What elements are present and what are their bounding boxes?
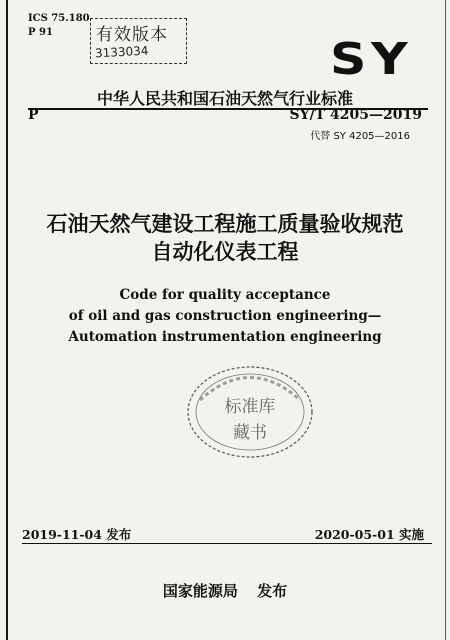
chinese-title-line1: 石油天然气建设工程施工质量验收规范 — [46, 212, 404, 236]
publisher: 国家能源局 发布 — [162, 582, 288, 600]
english-title-line1: Code for quality acceptance — [119, 287, 331, 303]
footer-rule — [22, 543, 432, 544]
ics-code: ICS 75.180 — [28, 13, 90, 24]
implementation-date: 2020-05-01 实施 — [314, 527, 424, 542]
sy-logo: SY — [330, 34, 413, 85]
issue-date: 2019-11-04 发布 — [22, 527, 132, 542]
library-seal-stamp — [180, 360, 320, 465]
seal-line1: 标准库 — [224, 397, 276, 417]
p-mark: P — [28, 107, 39, 123]
standard-number: SY/T 4205—2019 — [289, 107, 422, 123]
stamp-number: 3133034 — [94, 43, 149, 61]
stamp-title: 有效版本 — [96, 25, 168, 45]
chinese-title-line2: 自动化仪表工程 — [151, 240, 299, 264]
seal-line2: 藏书 — [233, 423, 267, 443]
industry-standard-title: 中华人民共和国石油天然气行业标准 — [96, 89, 353, 108]
p-code: P 91 — [28, 27, 53, 38]
english-title-line2: of oil and gas construction engineering— — [68, 308, 382, 324]
english-title-line3: Automation instrumentation engineering — [68, 329, 382, 345]
replaces-standard: 代替 SY 4205—2016 — [310, 131, 410, 142]
